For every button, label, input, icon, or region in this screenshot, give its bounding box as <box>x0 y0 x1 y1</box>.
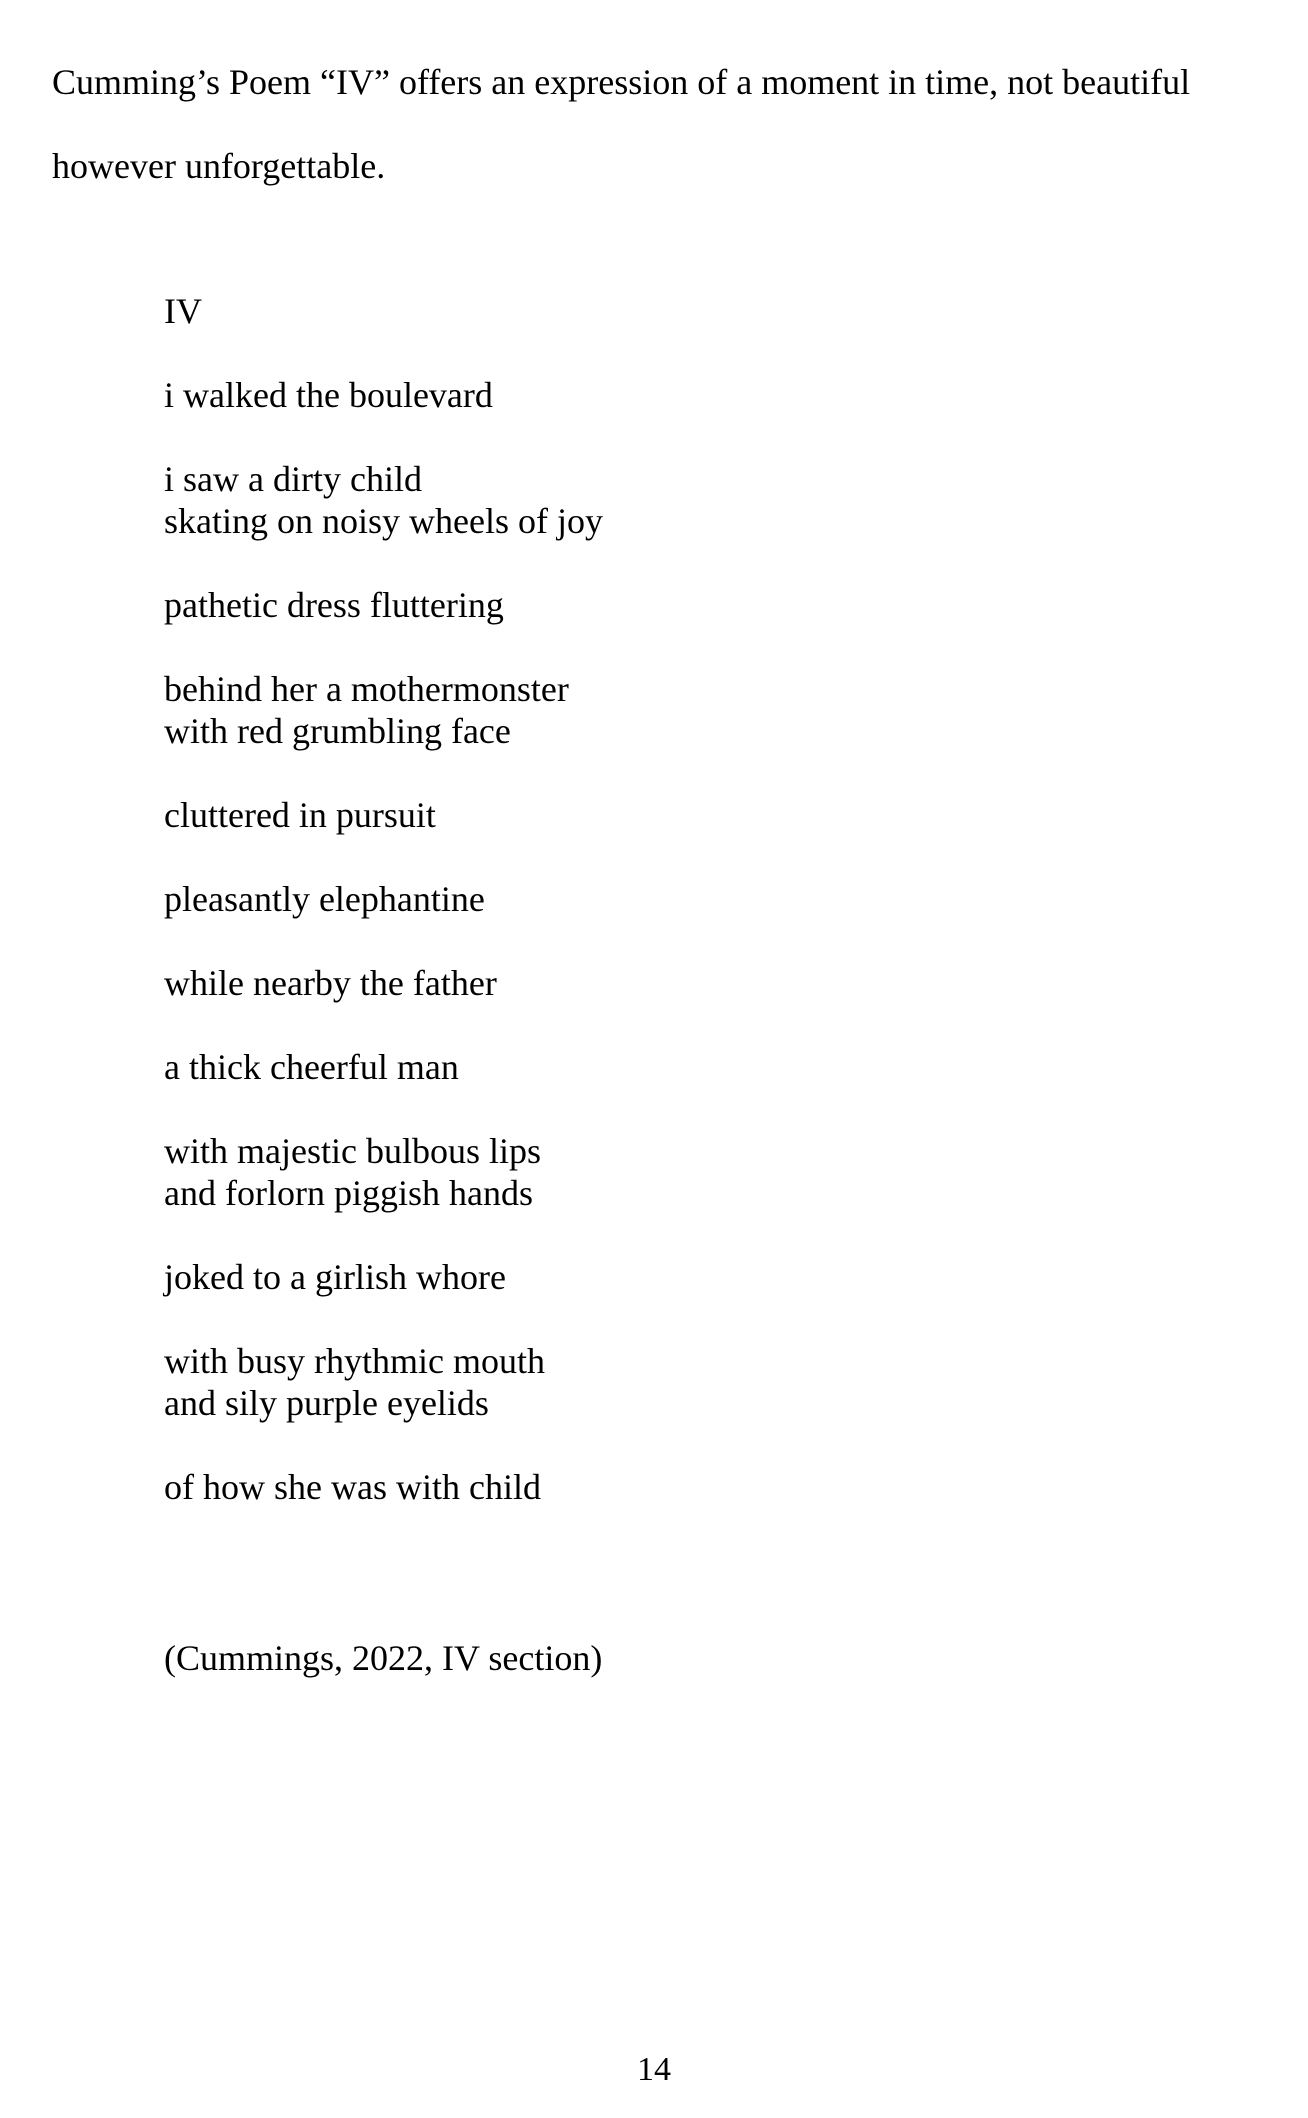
poem-line: pleasantly elephantine <box>164 879 485 919</box>
citation: (Cummings, 2022, IV section) <box>164 1638 603 1678</box>
poem-line: with red grumbling face <box>164 711 511 751</box>
poem-line: while nearby the father <box>164 963 497 1003</box>
poem-stanza <box>164 374 603 416</box>
poem-stanza <box>164 1466 603 1508</box>
intro-line: Cumming’s Poem “IV” offers an expression of a moment in time, not beautiful <box>52 62 1191 102</box>
poem-stanza <box>164 962 603 1004</box>
poem-line: with majestic bulbous lips <box>164 1131 541 1171</box>
poem-line: a thick cheerful man <box>164 1047 459 1087</box>
poem-line: and forlorn piggish hands <box>164 1173 533 1213</box>
poem-line: skating on noisy wheels of joy <box>164 501 603 541</box>
poem-stanza <box>164 878 603 920</box>
poem-line: joked to a girlish whore <box>164 1257 506 1297</box>
poem-stanza <box>164 1130 603 1214</box>
poem-stanza <box>164 458 603 542</box>
poem-stanza <box>164 1046 603 1088</box>
poem-stanza <box>164 584 603 626</box>
poem-line: pathetic dress fluttering <box>164 585 504 625</box>
poem-line: and sily purple eyelids <box>164 1383 489 1423</box>
poem-stanza <box>164 794 603 836</box>
poem-stanza <box>164 1256 603 1298</box>
poem-title-text: IV <box>164 291 202 331</box>
poem-title <box>164 290 603 332</box>
poem-line: with busy rhythmic mouth <box>164 1341 545 1381</box>
poem-stanza <box>164 668 603 752</box>
poem-line: i walked the boulevard <box>164 375 493 415</box>
poem-line: cluttered in pursuit <box>164 795 436 835</box>
poem-line: of how she was with child <box>164 1467 541 1507</box>
poem-line: behind her a mothermonster <box>164 669 569 709</box>
intro-paragraph <box>52 40 1282 208</box>
intro-line: however unforgettable. <box>52 146 386 186</box>
poem-stanza <box>164 1340 603 1424</box>
page-number: 14 <box>637 2051 671 2088</box>
poem-block <box>164 290 603 1550</box>
poem-line: i saw a dirty child <box>164 459 422 499</box>
